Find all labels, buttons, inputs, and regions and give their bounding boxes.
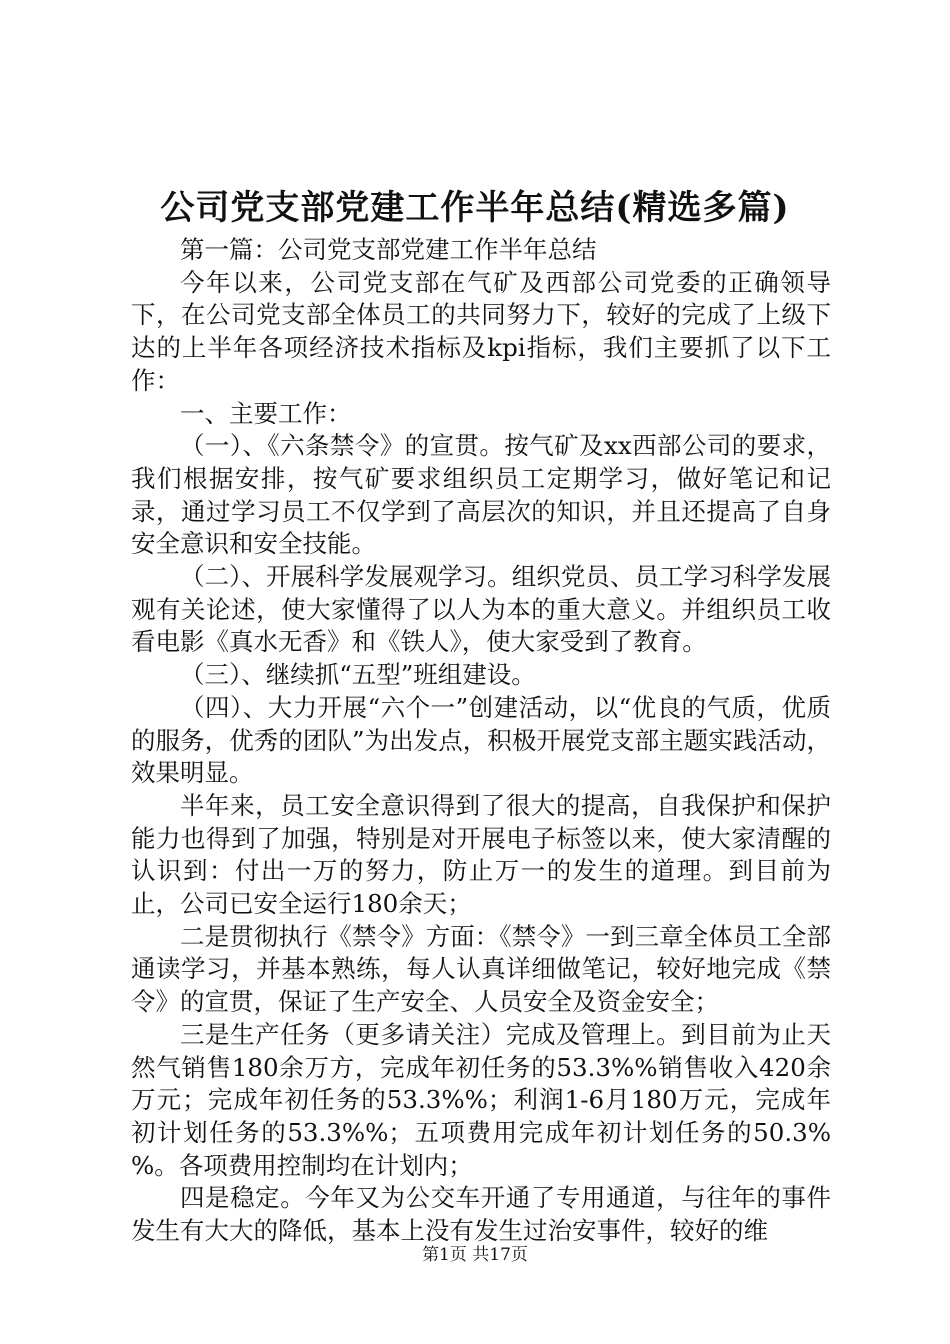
paragraph: 今年以来，公司党支部在气矿及西部公司党委的正确领导下，在公司党支部全体员工的共同努力下，较好的完成了上级下达的上半年各项经济技术指标及kpi指标，我们主要抓了以下工作： — [131, 267, 831, 395]
document-title: 公司党支部党建工作半年总结(精选多篇) — [160, 188, 790, 228]
paragraph: （二）、开展科学发展观学习。组织党员、员工学习科学发展观有关论述，使大家懂得了以人为本的重大意义。并组织员工收看电影《真水无香》和《铁人》，使大家受到了教育。 — [131, 562, 831, 657]
subsection-heading: 一、主要工作： — [180, 398, 352, 428]
page-number-footer: 第1页 共17页 — [422, 1245, 528, 1265]
paragraph: 二是贯彻执行《禁令》方面：《禁令》一到三章全体员工全部通读学习，并基本熟练，每人认真详细做笔记，较好地完成《禁令》的宣贯，保证了生产安全、人员安全及资金安全； — [131, 921, 831, 1017]
document-body — [131, 234, 831, 1248]
paragraph: 半年来，员工安全意识得到了很大的提高，自我保护和保护能力也得到了加强，特别是对开展电子标签以来，使大家清醒的认识到：付出一万的努力，防止万一的发生的道理。到目前为止，公司已安全运行180余天； — [131, 790, 831, 919]
paragraph: （一）、《六条禁令》的宣贯。按气矿及xx西部公司的要求，我们根据安排，按气矿要求组织员工定期学习，做好笔记和记录，通过学习员工不仅学到了高层次的知识，并且还提高了自身安全意识和安全技能。 — [131, 431, 831, 559]
paragraph: 四是稳定。今年又为公交车开通了专用通道，与往年的事件发生有大大的降低，基本上没有发生过治安事件，较好的维 — [131, 1183, 831, 1246]
paragraph: （四）、大力开展“六个一”创建活动，以“优良的气质，优质的服务，优秀的团队”为出发点，积极开展党支部主题实践活动，效果明显。 — [131, 692, 831, 788]
paragraph: （三）、继续抓“五型”班组建设。 — [180, 660, 536, 690]
paragraph: 三是生产任务（更多请关注）完成及管理上。到目前为止天然气销售180余万方，完成年初任务的53.3%%销售收入420余万元；完成年初任务的53.3%%；利润1-6月180万元，完成年初计划任务的53.3%%；五项费用完成年初计划任务的50.3%%。各项费用控制均在计划内； — [131, 1019, 831, 1180]
section-heading: 第一篇：公司党支部党建工作半年总结 — [180, 235, 597, 264]
